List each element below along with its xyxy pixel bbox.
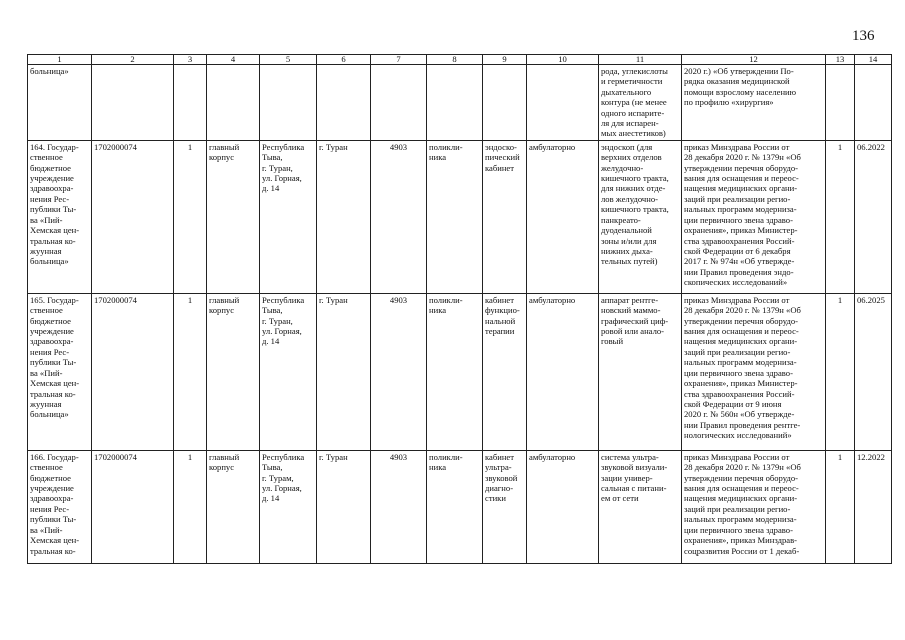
code-cell: 4903 bbox=[371, 293, 427, 450]
address-cell: Республика Тыва, г. Туран, ул. Горная, д. 14 bbox=[260, 293, 317, 450]
column-header: 4 bbox=[207, 55, 260, 65]
room-cell: эндоско- пический кабинет bbox=[483, 140, 527, 293]
table-row-166 bbox=[28, 450, 892, 563]
regulation-cell: 2020 г.) «Об утверждении По- рядка оказания медицинской помощи взрослому населению по профилю «хирургия» bbox=[682, 65, 826, 141]
unit-cell: поликли- ника bbox=[427, 450, 483, 563]
care-form-cell: амбулаторно bbox=[527, 293, 599, 450]
room-cell bbox=[483, 65, 527, 141]
locality-cell bbox=[317, 65, 371, 141]
locality-cell: г. Туран bbox=[317, 140, 371, 293]
code-cell bbox=[371, 65, 427, 141]
date-cell: 06.2025 bbox=[855, 293, 892, 450]
building-cell: главный корпус bbox=[207, 140, 260, 293]
building-cell bbox=[207, 65, 260, 141]
count-cell bbox=[174, 65, 207, 141]
room-cell: кабинет функцио- нальной терапии bbox=[483, 293, 527, 450]
org-name-cell: 166. Государ- ственное бюджетное учреждение здравоохра- нения Рес- публики Ты- ва «Пий- Хемская цен- тральная ко- bbox=[28, 450, 92, 563]
date-cell bbox=[855, 65, 892, 141]
building-cell: главный корпус bbox=[207, 293, 260, 450]
date-cell: 12.2022 bbox=[855, 450, 892, 563]
column-header: 14 bbox=[855, 55, 892, 65]
quantity-cell: 1 bbox=[826, 450, 855, 563]
building-cell: главный корпус bbox=[207, 450, 260, 563]
code-cell: 4903 bbox=[371, 140, 427, 293]
date-cell: 06.2022 bbox=[855, 140, 892, 293]
regulation-cell: приказ Минздрава России от 28 декабря 2020 г. № 1379н «Об утверждении перечня оборудо- вания для оснащения и переос- нащения медицинских органи- заций при реализации регио- нальных программ модерниза- ции первичного звена здраво- охранения», приказ Министер- ства здравоохранения Россий- ской Федерации от 6 декабря 2017 г. № 974н «Об утвержде- нии Правил проведения эндо- скопических исследований» bbox=[682, 140, 826, 293]
column-header: 10 bbox=[527, 55, 599, 65]
column-number-row bbox=[28, 55, 892, 65]
address-cell: Республика Тыва, г. Турам, ул. Горная, д. 14 bbox=[260, 450, 317, 563]
room-cell: кабинет ультра- звуковой диагно- стики bbox=[483, 450, 527, 563]
column-header: 13 bbox=[826, 55, 855, 65]
org-name-cell: 164. Государ- ственное бюджетное учреждение здравоохра- нения Рес- публики Ты- ва «Пий- Хемская цен- тральная ко- жуунная больница» bbox=[28, 140, 92, 293]
unit-cell: поликли- ника bbox=[427, 140, 483, 293]
table-row-164 bbox=[28, 140, 892, 293]
code-cell: 4903 bbox=[371, 450, 427, 563]
column-header: 8 bbox=[427, 55, 483, 65]
column-header: 3 bbox=[174, 55, 207, 65]
column-header: 1 bbox=[28, 55, 92, 65]
column-header: 12 bbox=[682, 55, 826, 65]
inn-cell: 1702000074 bbox=[92, 293, 174, 450]
equipment-registry-table bbox=[27, 54, 892, 564]
locality-cell: г. Туран bbox=[317, 293, 371, 450]
address-cell bbox=[260, 65, 317, 141]
inn-cell bbox=[92, 65, 174, 141]
equipment-cell: система ультра- звуковой визуали- зации универ- сальная с питани- ем от сети bbox=[599, 450, 682, 563]
care-form-cell bbox=[527, 65, 599, 141]
quantity-cell bbox=[826, 65, 855, 141]
regulation-cell: приказ Минздрава России от 28 декабря 2020 г. № 1379н «Об утверждении перечня оборудо- вания для оснащения и переос- нащения медицинских органи- заций при реализации регио- нальных программ модерниза- ции первичного звена здраво- охранения», приказ Министер- ства здравоохранения Россий- ской Федерации от 9 июня 2020 г. № 560н «Об утвержде- нии Правил проведения рентге- нологических исследований» bbox=[682, 293, 826, 450]
address-cell: Республика Тыва, г. Туран, ул. Горная, д. 14 bbox=[260, 140, 317, 293]
count-cell: 1 bbox=[174, 293, 207, 450]
equipment-cell: аппарат рентге- новский маммо- графический циф- ровой или анало- говый bbox=[599, 293, 682, 450]
quantity-cell: 1 bbox=[826, 293, 855, 450]
care-form-cell: амбулаторно bbox=[527, 140, 599, 293]
regulation-cell: приказ Минздрава России от 28 декабря 2020 г. № 1379н «Об утверждении перечня оборудо- вания для оснащения и переос- нащения медицинских органи- заций при реализации регио- нальных программ модерниза- ции первичного звена здраво- охранения», приказ Минздрав- соцразвития России от 1 декаб- bbox=[682, 450, 826, 563]
column-header: 11 bbox=[599, 55, 682, 65]
unit-cell: поликли- ника bbox=[427, 293, 483, 450]
table-row-continued bbox=[28, 65, 892, 141]
count-cell: 1 bbox=[174, 450, 207, 563]
locality-cell: г. Туран bbox=[317, 450, 371, 563]
org-name-cell: 165. Государ- ственное бюджетное учреждение здравоохра- нения Рес- публики Ты- ва «Пий- Хемская цен- тральная ко- жуунная больница» bbox=[28, 293, 92, 450]
equipment-cell: эндоскоп (для верхних отделов желудочно- кишечного тракта, для нижних отде- лов желудочно- кишечного тракта, панкреато- дуоденальной зоны и/или для нижних дыха- тельных путей) bbox=[599, 140, 682, 293]
page-number: 136 bbox=[852, 28, 875, 44]
column-header: 9 bbox=[483, 55, 527, 65]
table-row-165 bbox=[28, 293, 892, 450]
inn-cell: 1702000074 bbox=[92, 450, 174, 563]
unit-cell bbox=[427, 65, 483, 141]
column-header: 7 bbox=[371, 55, 427, 65]
column-header: 2 bbox=[92, 55, 174, 65]
inn-cell: 1702000074 bbox=[92, 140, 174, 293]
count-cell: 1 bbox=[174, 140, 207, 293]
equipment-cell: рода, углекислоты и герметичности дыхательного контура (не менее одного испарите- ля для испарен- мых анестетиков) bbox=[599, 65, 682, 141]
care-form-cell: амбулаторно bbox=[527, 450, 599, 563]
column-header: 5 bbox=[260, 55, 317, 65]
column-header: 6 bbox=[317, 55, 371, 65]
quantity-cell: 1 bbox=[826, 140, 855, 293]
org-name-cell: больница» bbox=[28, 65, 92, 141]
